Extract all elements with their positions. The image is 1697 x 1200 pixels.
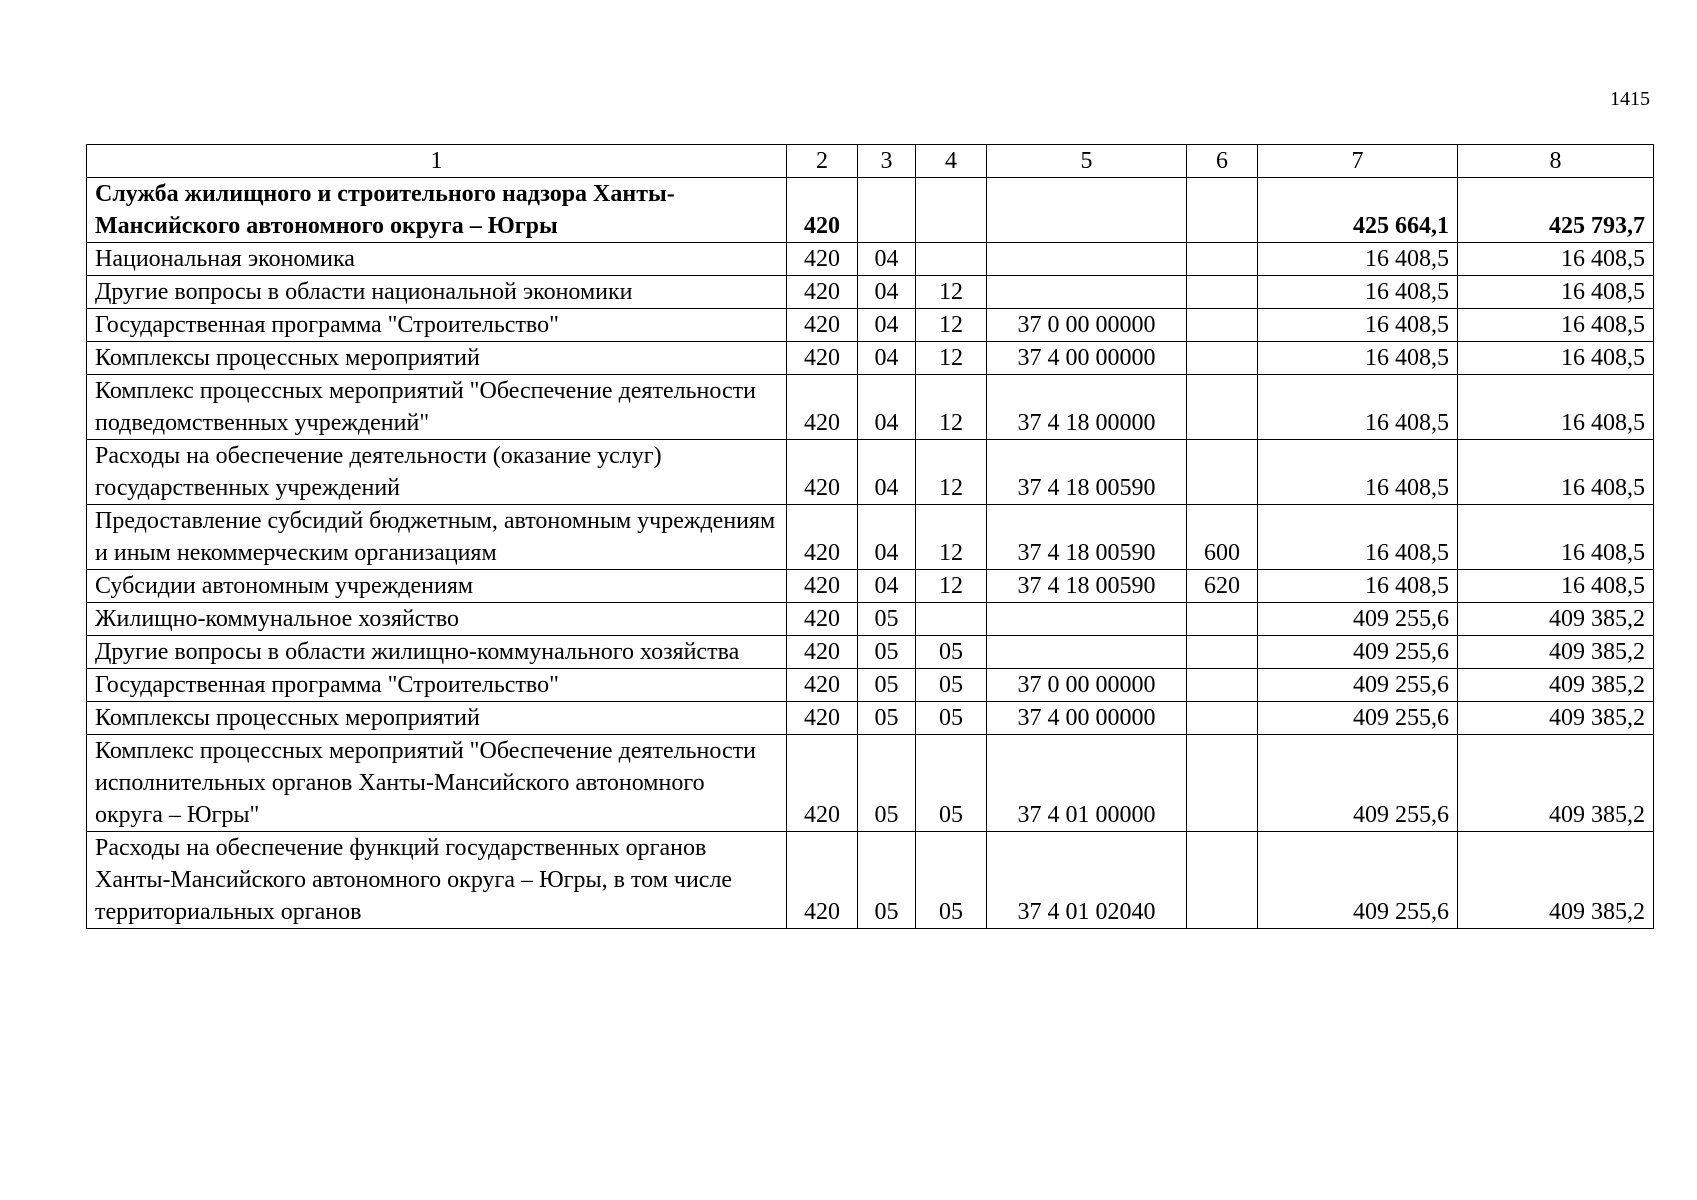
subsection-cell: 05 — [916, 832, 987, 929]
row-name-cell: Расходы на обеспечение деятельности (оказание услуг) государственных учреждений — [87, 440, 787, 505]
amount-year-2-cell: 16 408,5 — [1458, 243, 1654, 276]
table-body — [87, 178, 1654, 929]
expense-type-cell — [1187, 735, 1258, 832]
amount-year-1-cell: 409 255,6 — [1258, 832, 1458, 929]
admin-code-cell: 420 — [787, 505, 858, 570]
admin-code-cell: 420 — [787, 832, 858, 929]
table-row — [87, 603, 1654, 636]
amount-year-1-cell: 16 408,5 — [1258, 375, 1458, 440]
column-header: 4 — [916, 145, 987, 178]
row-name-cell: Комплекс процессных мероприятий "Обеспечение деятельности подведомственных учреждений" — [87, 375, 787, 440]
target-article-cell: 37 4 18 00000 — [987, 375, 1187, 440]
section-cell: 04 — [858, 243, 916, 276]
amount-year-2-cell: 16 408,5 — [1458, 342, 1654, 375]
subsection-cell: 05 — [916, 669, 987, 702]
table-header-row — [87, 145, 1654, 178]
table-row — [87, 505, 1654, 570]
subsection-cell: 12 — [916, 440, 987, 505]
column-header: 7 — [1258, 145, 1458, 178]
expense-type-cell — [1187, 309, 1258, 342]
admin-code-cell: 420 — [787, 276, 858, 309]
amount-year-2-cell: 16 408,5 — [1458, 309, 1654, 342]
subsection-cell: 05 — [916, 702, 987, 735]
amount-year-1-cell: 409 255,6 — [1258, 603, 1458, 636]
subsection-cell: 12 — [916, 375, 987, 440]
expense-type-cell — [1187, 440, 1258, 505]
amount-year-1-cell: 16 408,5 — [1258, 505, 1458, 570]
amount-year-1-cell: 16 408,5 — [1258, 276, 1458, 309]
page-number: 1415 — [1610, 88, 1650, 110]
admin-code-cell: 420 — [787, 636, 858, 669]
amount-year-2-cell: 16 408,5 — [1458, 375, 1654, 440]
admin-code-cell: 420 — [787, 440, 858, 505]
admin-code-cell: 420 — [787, 243, 858, 276]
section-cell: 04 — [858, 309, 916, 342]
amount-year-1-cell: 425 664,1 — [1258, 178, 1458, 243]
target-article-cell: 37 4 18 00590 — [987, 505, 1187, 570]
target-article-cell — [987, 636, 1187, 669]
admin-code-cell: 420 — [787, 603, 858, 636]
table-row — [87, 375, 1654, 440]
table-row — [87, 243, 1654, 276]
section-cell — [858, 178, 916, 243]
amount-year-2-cell: 16 408,5 — [1458, 440, 1654, 505]
table-row — [87, 669, 1654, 702]
table-row — [87, 570, 1654, 603]
table-row — [87, 636, 1654, 669]
target-article-cell: 37 0 00 00000 — [987, 309, 1187, 342]
column-header: 6 — [1187, 145, 1258, 178]
section-cell: 05 — [858, 702, 916, 735]
amount-year-1-cell: 16 408,5 — [1258, 342, 1458, 375]
expense-type-cell: 600 — [1187, 505, 1258, 570]
expense-type-cell — [1187, 669, 1258, 702]
target-article-cell — [987, 178, 1187, 243]
section-cell: 04 — [858, 440, 916, 505]
admin-code-cell: 420 — [787, 309, 858, 342]
section-cell: 04 — [858, 505, 916, 570]
amount-year-2-cell: 409 385,2 — [1458, 832, 1654, 929]
column-header: 8 — [1458, 145, 1654, 178]
expense-type-cell — [1187, 702, 1258, 735]
table-row — [87, 276, 1654, 309]
table-row — [87, 440, 1654, 505]
table-row — [87, 342, 1654, 375]
amount-year-2-cell: 425 793,7 — [1458, 178, 1654, 243]
admin-code-cell: 420 — [787, 342, 858, 375]
expense-type-cell — [1187, 243, 1258, 276]
amount-year-1-cell: 409 255,6 — [1258, 636, 1458, 669]
budget-table — [86, 144, 1654, 929]
subsection-cell: 12 — [916, 342, 987, 375]
amount-year-2-cell: 16 408,5 — [1458, 570, 1654, 603]
target-article-cell: 37 4 01 02040 — [987, 832, 1187, 929]
section-cell: 04 — [858, 342, 916, 375]
row-name-cell: Государственная программа "Строительство" — [87, 669, 787, 702]
column-header: 3 — [858, 145, 916, 178]
target-article-cell: 37 4 18 00590 — [987, 570, 1187, 603]
column-header: 1 — [87, 145, 787, 178]
amount-year-2-cell: 409 385,2 — [1458, 669, 1654, 702]
expense-type-cell — [1187, 178, 1258, 243]
amount-year-2-cell: 409 385,2 — [1458, 702, 1654, 735]
expense-type-cell: 620 — [1187, 570, 1258, 603]
table-row — [87, 178, 1654, 243]
row-name-cell: Государственная программа "Строительство" — [87, 309, 787, 342]
subsection-cell — [916, 178, 987, 243]
row-name-cell: Служба жилищного и строительного надзора Ханты-Мансийского автономного округа – Югры — [87, 178, 787, 243]
admin-code-cell: 420 — [787, 375, 858, 440]
section-cell: 05 — [858, 603, 916, 636]
amount-year-2-cell: 409 385,2 — [1458, 735, 1654, 832]
target-article-cell — [987, 276, 1187, 309]
row-name-cell: Субсидии автономным учреждениям — [87, 570, 787, 603]
subsection-cell: 05 — [916, 636, 987, 669]
row-name-cell: Расходы на обеспечение функций государственных органов Ханты-Мансийского автономного округа – Югры, в том числе территориальных органов — [87, 832, 787, 929]
section-cell: 05 — [858, 735, 916, 832]
subsection-cell: 05 — [916, 735, 987, 832]
target-article-cell: 37 4 01 00000 — [987, 735, 1187, 832]
amount-year-1-cell: 409 255,6 — [1258, 735, 1458, 832]
amount-year-1-cell: 409 255,6 — [1258, 702, 1458, 735]
subsection-cell: 12 — [916, 276, 987, 309]
row-name-cell: Другие вопросы в области национальной экономики — [87, 276, 787, 309]
amount-year-1-cell: 16 408,5 — [1258, 243, 1458, 276]
amount-year-2-cell: 409 385,2 — [1458, 636, 1654, 669]
amount-year-2-cell: 16 408,5 — [1458, 505, 1654, 570]
expense-type-cell — [1187, 342, 1258, 375]
table-row — [87, 832, 1654, 929]
expense-type-cell — [1187, 636, 1258, 669]
column-header: 5 — [987, 145, 1187, 178]
row-name-cell: Национальная экономика — [87, 243, 787, 276]
amount-year-1-cell: 16 408,5 — [1258, 570, 1458, 603]
section-cell: 05 — [858, 832, 916, 929]
amount-year-2-cell: 16 408,5 — [1458, 276, 1654, 309]
section-cell: 05 — [858, 636, 916, 669]
amount-year-1-cell: 16 408,5 — [1258, 309, 1458, 342]
subsection-cell — [916, 603, 987, 636]
table-row — [87, 735, 1654, 832]
row-name-cell: Другие вопросы в области жилищно-коммунального хозяйства — [87, 636, 787, 669]
section-cell: 05 — [858, 669, 916, 702]
table-row — [87, 309, 1654, 342]
subsection-cell: 12 — [916, 309, 987, 342]
target-article-cell: 37 4 18 00590 — [987, 440, 1187, 505]
row-name-cell: Предоставление субсидий бюджетным, автономным учреждениям и иным некоммерческим организациям — [87, 505, 787, 570]
target-article-cell: 37 4 00 00000 — [987, 342, 1187, 375]
row-name-cell: Жилищно-коммунальное хозяйство — [87, 603, 787, 636]
subsection-cell: 12 — [916, 570, 987, 603]
row-name-cell: Комплексы процессных мероприятий — [87, 702, 787, 735]
admin-code-cell: 420 — [787, 669, 858, 702]
target-article-cell: 37 4 00 00000 — [987, 702, 1187, 735]
row-name-cell: Комплексы процессных мероприятий — [87, 342, 787, 375]
target-article-cell: 37 0 00 00000 — [987, 669, 1187, 702]
section-cell: 04 — [858, 375, 916, 440]
expense-type-cell — [1187, 375, 1258, 440]
table-row — [87, 702, 1654, 735]
section-cell: 04 — [858, 276, 916, 309]
target-article-cell — [987, 243, 1187, 276]
admin-code-cell: 420 — [787, 735, 858, 832]
admin-code-cell: 420 — [787, 178, 858, 243]
section-cell: 04 — [858, 570, 916, 603]
amount-year-2-cell: 409 385,2 — [1458, 603, 1654, 636]
row-name-cell: Комплекс процессных мероприятий "Обеспечение деятельности исполнительных органов Ханты-Мансийского автономного округа – Югры" — [87, 735, 787, 832]
amount-year-1-cell: 409 255,6 — [1258, 669, 1458, 702]
expense-type-cell — [1187, 603, 1258, 636]
column-header: 2 — [787, 145, 858, 178]
subsection-cell: 12 — [916, 505, 987, 570]
target-article-cell — [987, 603, 1187, 636]
expense-type-cell — [1187, 832, 1258, 929]
expense-type-cell — [1187, 276, 1258, 309]
admin-code-cell: 420 — [787, 702, 858, 735]
amount-year-1-cell: 16 408,5 — [1258, 440, 1458, 505]
admin-code-cell: 420 — [787, 570, 858, 603]
subsection-cell — [916, 243, 987, 276]
